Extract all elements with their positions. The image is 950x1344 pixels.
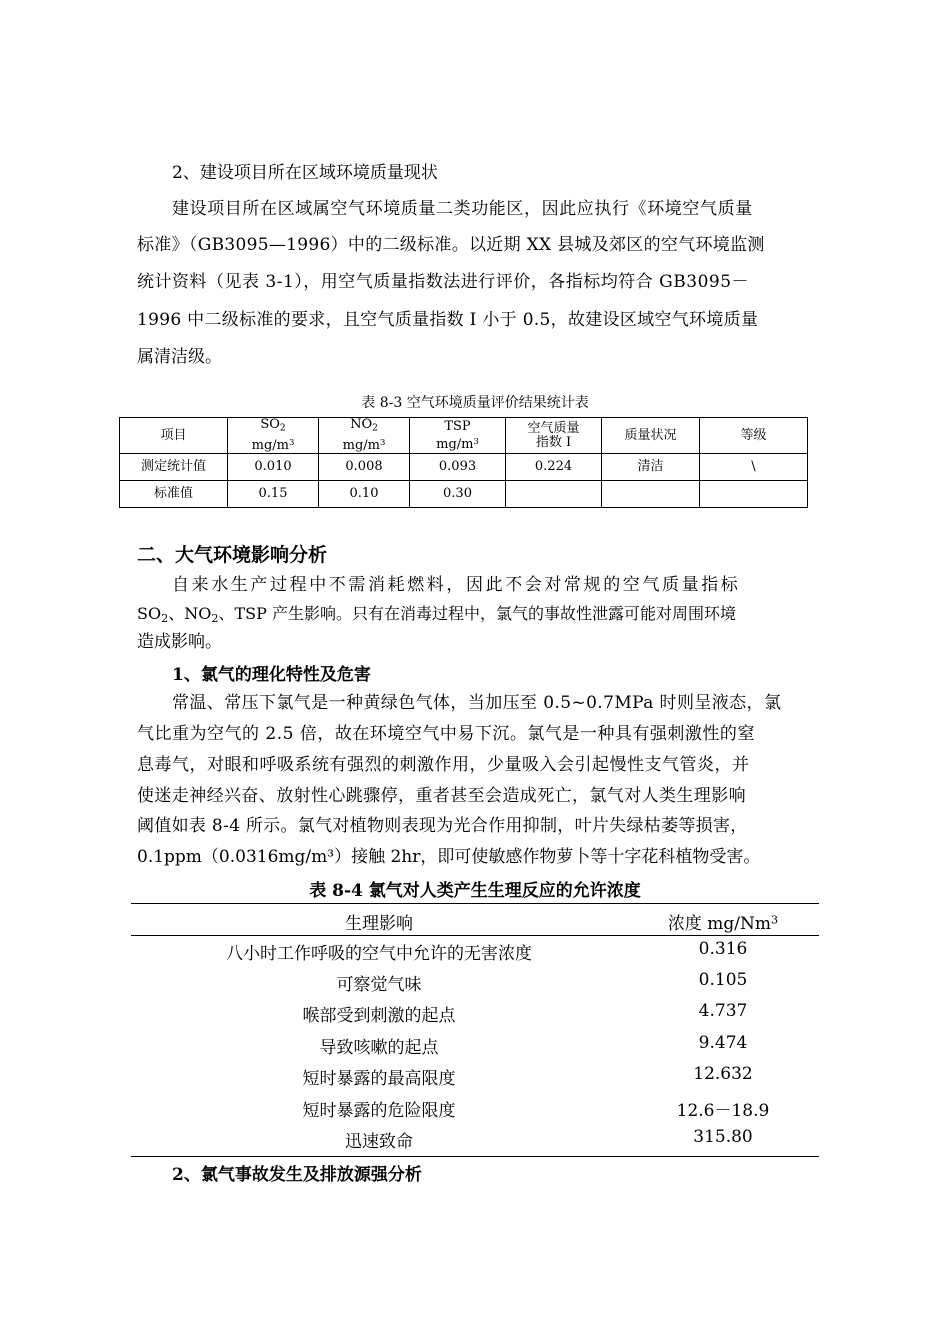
- header-grade: 等级: [700, 418, 808, 454]
- header-item: 项目: [120, 418, 228, 454]
- section-heading-2: 2、建设项目所在区域环境质量现状: [172, 163, 438, 183]
- paragraph-line: 阈值如表 8-4 所示。氯气对植物则表现为光合作用抑制，叶片失绿枯萎等损害，: [137, 816, 748, 836]
- cell-item: 标准值: [120, 481, 228, 508]
- cell-effect: 可察觉气味: [336, 975, 422, 995]
- subheading-chlorine-accident: 2、氯气事故发生及排放源强分析: [172, 1165, 422, 1185]
- paragraph-line: $SO_2$、$NO_2$、TSP 产生影响。只有在消毒过程中，氯气的事故性泄露可能对周围环境: [137, 604, 736, 625]
- cell-concentration: 9.474: [698, 1033, 748, 1053]
- cell-effect: 短时暴露的危险限度: [302, 1101, 456, 1121]
- cell-so2: 0.15: [228, 481, 319, 508]
- section-heading-atmosphere: 二、大气环境影响分析: [137, 544, 328, 566]
- cell-no2: 0.008: [319, 454, 410, 481]
- cell-grade: [700, 481, 808, 508]
- cell-no2: 0.10: [319, 481, 410, 508]
- header-status: 质量状况: [602, 418, 700, 454]
- header-aqi: 空气质量 指数 I: [506, 418, 602, 454]
- cell-concentration: 12.632: [693, 1064, 753, 1084]
- paragraph-line: 0.1ppm（0.0316mg/m³）接触 2hr，即可使敏感作物萝卜等十字花科植物受害。: [137, 847, 761, 867]
- paragraph-line: 统计资料（见表 3-1），用空气质量指数法进行评价，各指标均符合 GB3095－: [137, 272, 750, 292]
- cell-aqi: [506, 481, 602, 508]
- cell-grade: \: [700, 454, 808, 481]
- paragraph-line: 使迷走神经兴奋、放射性心跳骤停，重者甚至会造成死亡，氯气对人类生理影响: [137, 786, 746, 806]
- cell-effect: 导致咳嗽的起点: [319, 1038, 439, 1058]
- table-header-row: [120, 418, 808, 454]
- cell-effect: 喉部受到刺激的起点: [302, 1006, 456, 1026]
- cell-status: [602, 481, 700, 508]
- cell-effect: 短时暴露的最高限度: [302, 1069, 456, 1089]
- cell-concentration: 0.316: [698, 939, 748, 959]
- cell-concentration: 0.105: [698, 970, 748, 990]
- cell-effect: 迅速致命: [345, 1132, 413, 1152]
- header-tsp: TSP $mg/m^3$: [410, 418, 506, 454]
- cell-tsp: 0.30: [410, 481, 506, 508]
- table-rule: [131, 1156, 819, 1157]
- cell-concentration: 12.6－18.9: [676, 1101, 770, 1121]
- subheading-chlorine-properties: 1、氯气的理化特性及危害: [172, 665, 371, 685]
- cell-concentration: 315.80: [693, 1127, 753, 1147]
- table-row: [120, 481, 808, 508]
- cell-concentration: 4.737: [698, 1001, 748, 1021]
- paragraph-line: 1996 中二级标准的要求，且空气质量指数 I 小于 0.5，故建设区域空气环境质量: [137, 310, 759, 330]
- cell-status: 清洁: [602, 454, 700, 481]
- paragraph-line: 气比重为空气的 2.5 倍，故在环境空气中易下沉。氯气是一种具有强刺激性的窒: [137, 724, 755, 744]
- cell-tsp: 0.093: [410, 454, 506, 481]
- table-rule: [131, 903, 819, 904]
- table-rule: [131, 935, 819, 936]
- paragraph-line: 息毒气，对眼和呼吸系统有强烈的刺激作用，少量吸入会引起慢性支气管炎，并: [137, 755, 750, 775]
- paragraph-line: 建设项目所在区域属空气环境质量二类功能区，因此应执行《环境空气质量: [172, 199, 753, 219]
- paragraph-line: 自来水生产过程中不需消耗燃料，因此不会对常规的空气质量指标: [172, 575, 741, 595]
- cell-effect: 八小时工作呼吸的空气中允许的无害浓度: [226, 944, 532, 964]
- paragraph-line: 常温、常压下氯气是一种黄绿色气体，当加压至 0.5~0.7MPa 时则呈液态，氯: [172, 693, 782, 713]
- header-no2: $NO_2$ $mg/m^3$: [319, 418, 410, 454]
- table-row: [120, 454, 808, 481]
- paragraph-line: 属清洁级。: [137, 347, 222, 367]
- cell-item: 测定统计值: [120, 454, 228, 481]
- table-caption: 表 8-3 空气环境质量评价结果统计表: [361, 395, 589, 411]
- table-caption: 表 8-4 氯气对人类产生生理反应的允许浓度: [309, 881, 641, 901]
- paragraph-line: 标准》（GB3095—1996）中的二级标准。以近期 XX 县城及郊区的空气环境监测: [137, 235, 765, 255]
- header-effect: 生理影响: [345, 914, 413, 934]
- cell-so2: 0.010: [228, 454, 319, 481]
- cell-aqi: 0.224: [506, 454, 602, 481]
- paragraph-line: 造成影响。: [137, 632, 222, 652]
- air-quality-table: [119, 417, 808, 508]
- header-so2: $SO_2$ $mg/m^3$: [228, 418, 319, 454]
- header-concentration: 浓度 mg/Nm$^3$: [667, 913, 779, 934]
